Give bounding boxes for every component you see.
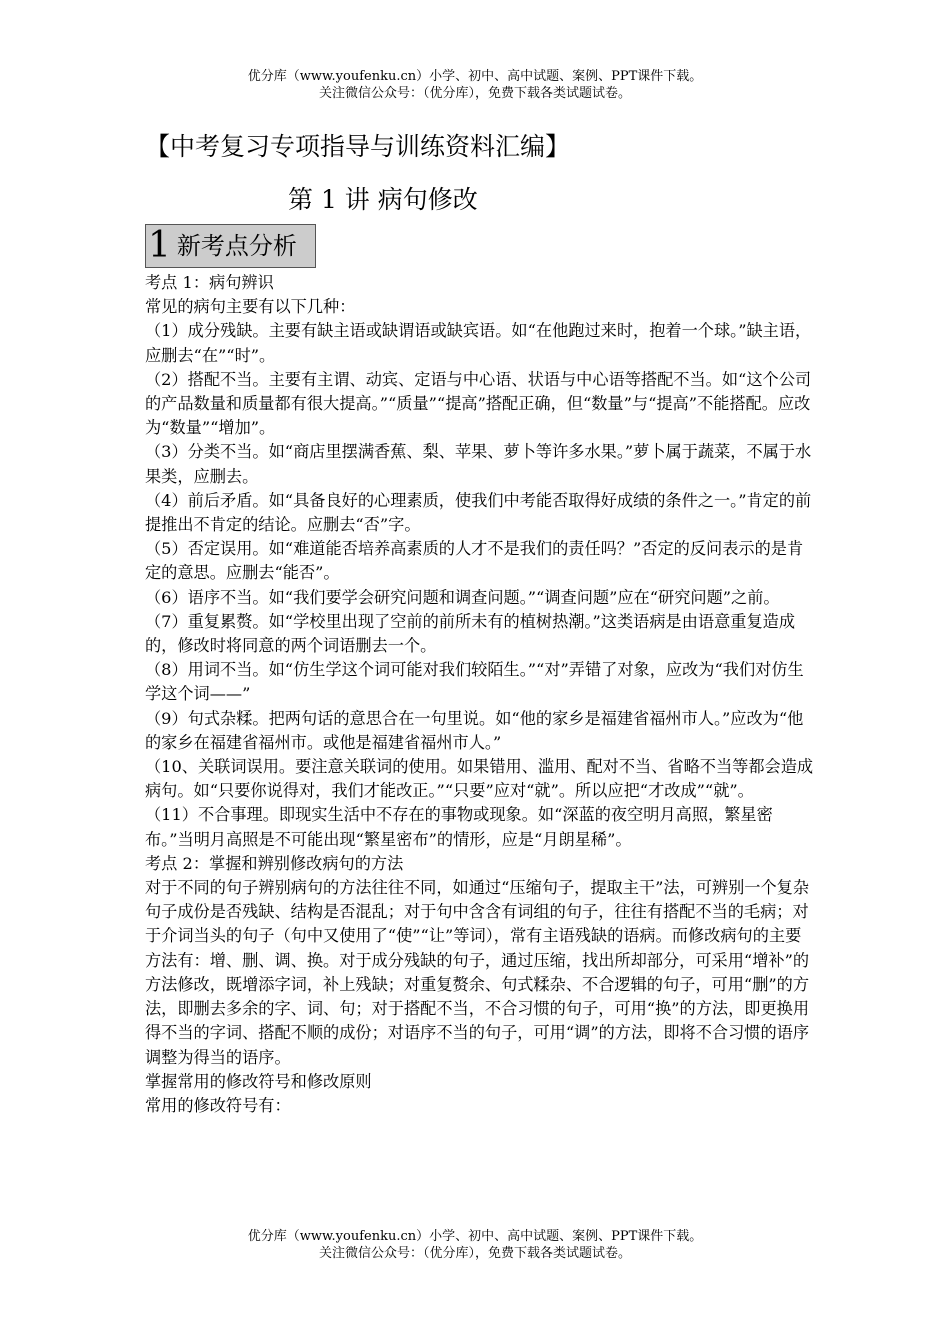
lesson-title: 第 1 讲 病句修改	[288, 185, 478, 214]
section-number: 1	[148, 225, 171, 266]
paragraph: 常用的修改符号有：	[145, 1095, 291, 1115]
section-label: 新考点分析	[176, 232, 297, 260]
paragraph: （6）语序不当。如“我们要学会研究问题和调查问题。”“调查问题”应在“研究问题”之前。	[145, 587, 780, 607]
point-2-heading: 考点 2：掌握和辨别修改病句的方法	[145, 853, 404, 873]
footer-line-2: 关注微信公众号：（优分库），免费下载各类试题试卷。	[318, 1246, 631, 1261]
document-title: 【中考复习专项指导与训练资料汇编】	[145, 132, 571, 161]
paragraph: （2）搭配不当。主要有主谓、动宾、定语与中心语、状语与中心语等搭配不当。如“这个公司的产品数量和质量都有很大提高。”“质量”“提高”搭配正确，但“数量”与“提高”不能搭配。应改为“数量”“增加”。	[145, 369, 812, 438]
page-footer	[0, 1228, 950, 1262]
paragraph: （7）重复累赘。如“学校里出现了空前的前所未有的植树热潮。”这类语病是由语意重复造成的，修改时将同意的两个词语删去一个。	[145, 611, 796, 656]
paragraph: （9）句式杂糅。把两句话的意思合在一句里说。如“他的家乡是福建省福州市人。”应改为“他的家乡在福建省福州市。或他是福建省福州市人。”	[145, 708, 804, 752]
paragraph: 对于不同的句子辨别病句的方法往往不同，如通过“压缩句子，提取主干”法，可辨别一个复杂句子成份是否残缺、结构是否混乱；对于句中含含有词组的句子，往往有搭配不当的毛病；对于介词当头的句子（句中又使用了“使”“让”等词），常有主语残缺的语病。而修改病句的主要方法有：增、删、调、换。对于成分残缺的句子，通过压缩，找出所却部分，可采用“增补”的方法修改，既增添字词，补上残缺；对重复赘余、句式糅杂、不合逻辑的句子，可用“删”的方法，即删去多余的字、词、句；对于搭配不当，不合习惯的句子，可用“换”的方法，即更换用得不当的字词、搭配不顺的成份；对语序不当的句子，可用“调”的方法，即将不合习惯的语序调整为得当的语序。	[145, 878, 810, 1067]
paragraph: （1）成分残缺。主要有缺主语或缺谓语或缺宾语。如“在他跑过来时，抱着一个球。”缺主语，应删去“在”“时”。	[145, 321, 812, 365]
header-line-1: 优分库（www.youfenku.cn）小学、初中、高中试题、案例、PPT课件下载。	[247, 69, 703, 84]
paragraph: （3）分类不当。如“商店里摆满香蕉、梨、苹果、萝卜等许多水果。”萝卜属于蔬菜，不属于水果类，应删去。	[145, 442, 812, 486]
footer-line-1: 优分库（www.youfenku.cn）小学、初中、高中试题、案例、PPT课件下载。	[247, 1229, 703, 1244]
paragraph: 掌握常用的修改符号和修改原则	[145, 1071, 372, 1091]
paragraph: （4）前后矛盾。如“具备良好的心理素质，使我们中考能否取得好成绩的条件之一。”肯定的前提推出不肯定的结论。应删去“否”字。	[145, 490, 812, 535]
paragraph: （10、关联词误用。要注意关联词的使用。如果错用、滥用、配对不当、省略不当等都会造成病句。如“只要你说得对，我们才能改正。”“只要”应对“就”。所以应把“才改成”“就”。	[145, 757, 814, 801]
paragraph: 常见的病句主要有以下几种：	[145, 297, 356, 317]
paragraph: （8）用词不当。如“仿生学这个词可能对我们较陌生。”“对”弄错了对象，应改为“我们对仿生学这个词——”	[145, 660, 804, 704]
paragraph: （5）否定误用。如“难道能否培养高素质的人才不是我们的责任吗？”否定的反问表示的是肯定的意思。应删去“能否”。	[145, 539, 804, 583]
point-1-heading: 考点 1：病句辨识	[145, 273, 274, 292]
page-header	[0, 68, 950, 102]
paragraph: （11）不合事理。即现实生活中不存在的事物或现象。如“深蓝的夜空明月高照，繁星密布。”当明月高照是不可能出现“繁星密布”的情形，应是“月朗星稀”。	[145, 805, 773, 849]
section-heading	[145, 224, 316, 268]
document-body	[145, 271, 817, 1118]
header-line-2: 关注微信公众号：（优分库），免费下载各类试题试卷。	[318, 86, 631, 101]
